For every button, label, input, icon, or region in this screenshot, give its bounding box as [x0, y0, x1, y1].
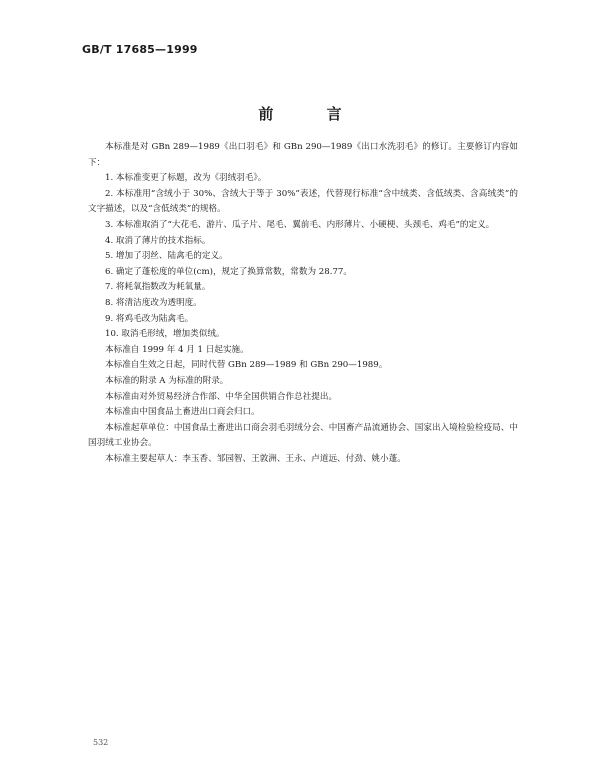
paragraph-proposed-by: 本标准由对外贸易经济合作部、中华全国供销合作总社提出。 — [105, 391, 338, 402]
paragraph-item-2: 2. 本标准用“含绒小于 30%、含绒大于等于 30%”表述，代替现行标准“含中绒类、含低绒类、含高绒类”的文字描述，以及“含低绒类”的规格。 — [88, 188, 518, 215]
standard-code: GB/T 17685—1999 — [82, 43, 198, 56]
paragraph-item-3: 3. 本标准取消了“大花毛、游片、瓜子片、尾毛、翼前毛、内形薄片、小硬梗、头颈毛、鸡毛”的定义。 — [105, 219, 495, 230]
paragraph-item-6: 6. 确定了蓬松度的单位(cm)，规定了换算常数，常数为 28.77。 — [105, 266, 352, 277]
page-number: 532 — [93, 738, 109, 747]
paragraph-effective-date: 本标准自 1999 年 4 月 1 日起实施。 — [105, 344, 249, 355]
paragraph-item-1: 1. 本标准变更了标题，改为《羽绒羽毛》。 — [105, 173, 267, 184]
paragraph-drafting-units: 本标准起草单位：中国食品土畜进出口商会羽毛羽绒分会、中国畜产品流通协会、国家出入境检验检疫局、中国羽绒工业协会。 — [88, 422, 518, 449]
page-title: 前 言 — [258, 105, 366, 123]
paragraph-item-4: 4. 取消了薄片的技术指标。 — [105, 235, 211, 246]
paragraph-item-10: 10. 取消毛形绒，增加类似绒。 — [105, 329, 225, 340]
paragraph-drafters: 本标准主要起草人：李玉香、邹园智、王敦洲、王永、卢道远、付劲、姚小蓬。 — [105, 453, 406, 464]
paragraph-item-9: 9. 将鸡毛改为陆禽毛。 — [105, 313, 194, 324]
paragraph-item-7: 7. 将耗氧指数改为耗氧量。 — [105, 282, 211, 293]
paragraph-intro: 本标准是对 GBn 289—1989《出口羽毛》和 GBn 290—1989《出口水洗羽毛》的修订。主要修订内容如下： — [88, 142, 518, 168]
paragraph-item-8: 8. 将清洁度改为透明度。 — [105, 297, 202, 308]
paragraph-replaces: 本标准自生效之日起，同时代替 GBn 289—1989 和 GBn 290—1989。 — [105, 360, 388, 371]
paragraph-item-5: 5. 增加了羽丝、陆禽毛的定义。 — [105, 251, 228, 262]
paragraph-managed-by: 本标准由中国食品土畜进出口商会归口。 — [105, 407, 260, 418]
paragraph-appendix: 本标准的附录 A 为标准的附录。 — [105, 375, 229, 386]
body-text — [88, 140, 518, 467]
